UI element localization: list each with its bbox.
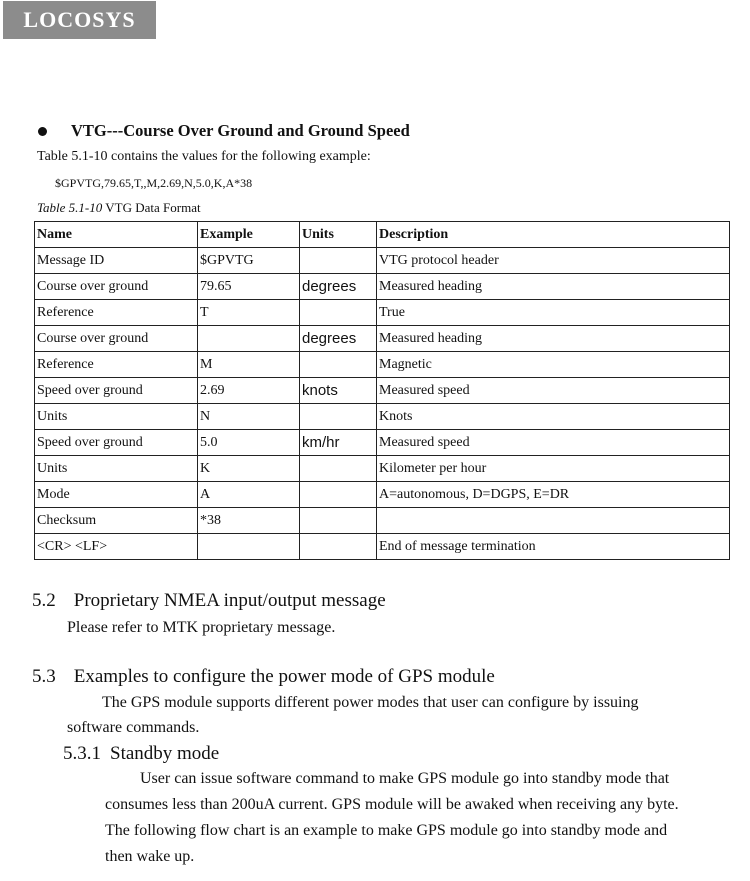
table-row xyxy=(35,300,730,326)
section-heading xyxy=(38,121,410,141)
table-row xyxy=(35,534,730,560)
section-title: VTG---Course Over Ground and Ground Speed xyxy=(71,121,410,140)
cell-example xyxy=(198,534,300,560)
cell-example: *38 xyxy=(198,508,300,534)
cell-units xyxy=(300,508,377,534)
cell-units: knots xyxy=(300,378,377,404)
section-5-2-heading xyxy=(32,590,386,612)
bullet-icon xyxy=(38,127,47,136)
section-5-3-1-line: The following flow chart is an example to make GPS module go into standby mode and xyxy=(105,822,668,839)
cell-name: Speed over ground xyxy=(35,430,198,456)
cell-name: Units xyxy=(35,404,198,430)
table-row xyxy=(35,274,730,300)
header-units: Units xyxy=(300,222,377,248)
cell-units: degrees xyxy=(300,274,377,300)
cell-example: 2.69 xyxy=(198,378,300,404)
vtg-data-table xyxy=(34,221,730,560)
section-title: Standby mode xyxy=(110,743,220,764)
cell-description: Knots xyxy=(377,404,730,430)
cell-units: degrees xyxy=(300,326,377,352)
caption-text: VTG Data Format xyxy=(102,200,201,215)
header-description: Description xyxy=(377,222,730,248)
section-5-3-1-heading xyxy=(63,743,219,765)
section-number: 5.3 xyxy=(32,666,56,687)
cell-name: <CR> <LF> xyxy=(35,534,198,560)
cell-name: Course over ground xyxy=(35,274,198,300)
cell-name: Mode xyxy=(35,482,198,508)
cell-description: Measured speed xyxy=(377,378,730,404)
section-title: Examples to configure the power mode of GPS module xyxy=(73,666,495,687)
cell-units xyxy=(300,352,377,378)
table-row xyxy=(35,248,730,274)
table-header-row xyxy=(35,222,730,248)
caption-label: Table 5.1-10 xyxy=(37,200,103,215)
section-number: 5.2 xyxy=(32,590,56,611)
intro-text: Table 5.1-10 contains the values for the following example: xyxy=(37,149,371,164)
cell-name: Course over ground xyxy=(35,326,198,352)
section-5-2-text: Please refer to MTK proprietary message. xyxy=(67,619,336,636)
section-5-3-heading xyxy=(32,666,495,688)
cell-example: $GPVTG xyxy=(198,248,300,274)
cell-units xyxy=(300,456,377,482)
cell-name: Speed over ground xyxy=(35,378,198,404)
section-number: 5.3.1 xyxy=(63,743,101,764)
table-row xyxy=(35,352,730,378)
section-5-3-line: software commands. xyxy=(67,719,200,736)
section-title: Proprietary NMEA input/output message xyxy=(73,590,386,611)
cell-description: True xyxy=(377,300,730,326)
locosys-logo: LOCOSYS xyxy=(3,1,156,39)
cell-example: T xyxy=(198,300,300,326)
cell-description: Magnetic xyxy=(377,352,730,378)
cell-example: M xyxy=(198,352,300,378)
table-row xyxy=(35,456,730,482)
cell-name: Units xyxy=(35,456,198,482)
cell-description: Measured heading xyxy=(377,274,730,300)
cell-example: N xyxy=(198,404,300,430)
cell-example: K xyxy=(198,456,300,482)
cell-name: Reference xyxy=(35,300,198,326)
cell-example: 79.65 xyxy=(198,274,300,300)
section-5-3-1-line: then wake up. xyxy=(105,848,195,865)
cell-units xyxy=(300,404,377,430)
cell-example: 5.0 xyxy=(198,430,300,456)
table-row xyxy=(35,508,730,534)
cell-description: Measured speed xyxy=(377,430,730,456)
section-5-3-1-line: consumes less than 200uA current. GPS module will be awaked when receiving any byte. xyxy=(105,796,679,813)
cell-units xyxy=(300,300,377,326)
cell-description: A=autonomous, D=DGPS, E=DR xyxy=(377,482,730,508)
table-row xyxy=(35,482,730,508)
header-name: Name xyxy=(35,222,198,248)
table-row xyxy=(35,326,730,352)
cell-units: km/hr xyxy=(300,430,377,456)
section-5-3-1-line: User can issue software command to make GPS module go into standby mode that xyxy=(140,770,670,787)
cell-description: VTG protocol header xyxy=(377,248,730,274)
table-row xyxy=(35,404,730,430)
header-example: Example xyxy=(198,222,300,248)
cell-name: Checksum xyxy=(35,508,198,534)
cell-description: Kilometer per hour xyxy=(377,456,730,482)
cell-name: Reference xyxy=(35,352,198,378)
cell-example xyxy=(198,326,300,352)
cell-example: A xyxy=(198,482,300,508)
cell-description xyxy=(377,508,730,534)
cell-units xyxy=(300,248,377,274)
cell-description: Measured heading xyxy=(377,326,730,352)
cell-description: End of message termination xyxy=(377,534,730,560)
cell-name: Message ID xyxy=(35,248,198,274)
cell-units xyxy=(300,482,377,508)
cell-units xyxy=(300,534,377,560)
table-caption xyxy=(37,200,201,216)
table-row xyxy=(35,378,730,404)
example-sentence: $GPVTG,79.65,T,,M,2.69,N,5.0,K,A*38 xyxy=(55,176,253,190)
table-row xyxy=(35,430,730,456)
section-5-3-line: The GPS module supports different power modes that user can configure by issuing xyxy=(102,694,639,711)
